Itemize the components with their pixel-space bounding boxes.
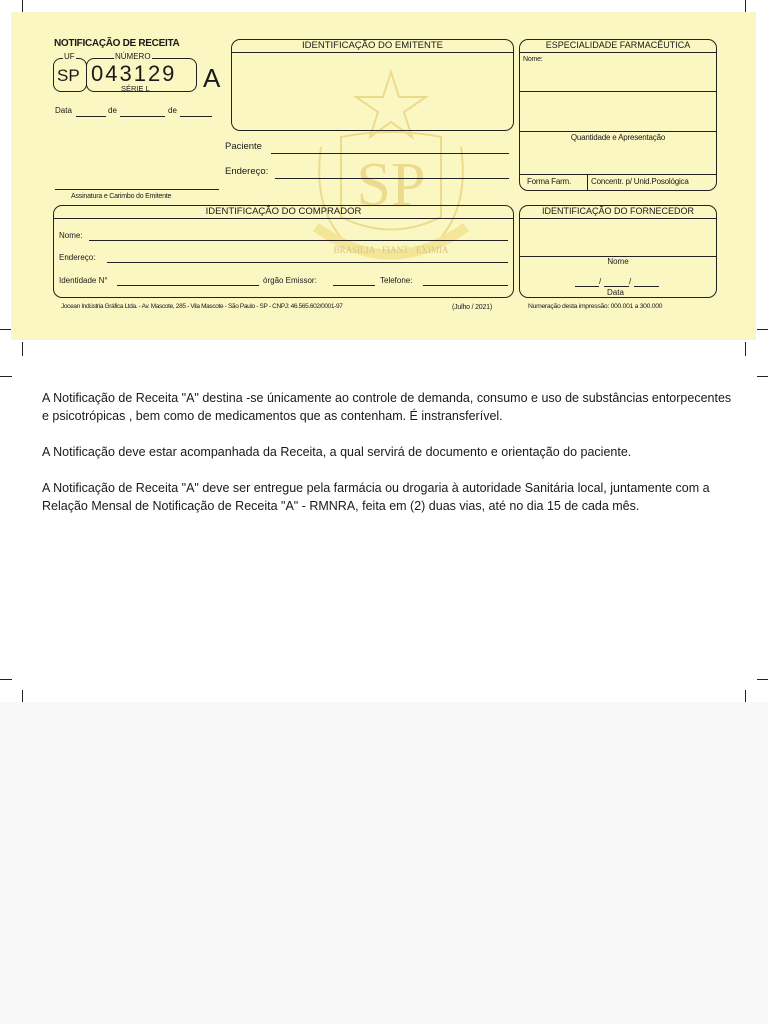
form-title: NOTIFICAÇÃO DE RECEITA [54, 38, 180, 49]
crop-mark [0, 679, 12, 680]
crop-mark [0, 376, 12, 377]
footer-date: (Julho / 2021) [452, 304, 493, 311]
especialidade-box [519, 39, 717, 191]
comprador-header: IDENTIFICAÇÃO DO COMPRADOR [205, 206, 362, 217]
comprador-endereco-line[interactable] [107, 262, 508, 263]
quantidade-label: Quantidade e Apresentação [570, 133, 666, 142]
emitente-header-line [231, 52, 514, 53]
fornecedor-nome-label: Nome [607, 257, 629, 266]
comprador-nome-label: Nome: [59, 231, 83, 240]
orgao-emissor-line[interactable] [333, 285, 375, 286]
receita-form [11, 12, 756, 340]
crop-mark [22, 0, 23, 12]
footer-numeracao: Numeração desta impressão: 000.001 a 300.000 [528, 303, 663, 310]
especialidade-line-2 [519, 131, 717, 132]
especialidade-header: ESPECIALIDADE FARMACÊUTICA [545, 40, 691, 50]
comprador-header-line [53, 218, 514, 219]
fornecedor-date-slash-1: / [599, 277, 602, 286]
endereco-line[interactable] [275, 178, 509, 179]
assinatura-line[interactable] [55, 189, 219, 190]
fornecedor-header-line [519, 218, 717, 219]
comprador-endereco-label: Endereço: [59, 253, 96, 262]
crop-mark [757, 679, 768, 680]
crop-mark [745, 0, 746, 12]
instruction-paragraph-1: A Notificação de Receita "A" destina -se únicamente ao controle de demanda, consumo e uso de substâncias entorpecentes e psicotrópicas , bem como de medicamentos que as contenham. É instransferível. [42, 391, 732, 423]
uf-label: UF [64, 52, 75, 61]
date-de-2: de [168, 106, 177, 115]
emitente-header: IDENTIFICAÇÃO DO EMITENTE [302, 40, 443, 51]
fornecedor-date-month-line[interactable] [604, 286, 629, 287]
orgao-emissor-label: órgão Emissor: [263, 276, 317, 285]
especialidade-nome-label: Nome: [523, 56, 543, 63]
paciente-label: Paciente [225, 141, 262, 152]
receita-type-letter: A [203, 63, 221, 93]
serie-label: SÉRIE L [121, 84, 150, 93]
instruction-paragraph-3: A Notificação de Receita "A" deve ser entregue pela farmácia ou drogaria à autoridade Sanitária local, juntamente com a Relação Mensal de Notificação de Receita "A" - RMNRA, feita em (2) duas vias, até no dia 15 de cada mês. [42, 481, 710, 513]
especialidade-line-3 [519, 174, 717, 175]
endereco-label: Endereço: [225, 166, 269, 177]
date-de-1: de [108, 106, 117, 115]
crop-mark [745, 342, 746, 356]
identidade-line[interactable] [117, 285, 259, 286]
date-day-line [76, 116, 106, 117]
assinatura-label: Assinatura e Carimbo do Emitente [71, 193, 172, 200]
seal-motto: BRASILIA · FIANT · EXIMIA [333, 245, 449, 255]
crop-mark [22, 342, 23, 356]
forma-farm-label: Forma Farm. [527, 177, 572, 186]
comprador-nome-line[interactable] [89, 240, 508, 241]
uf-value: SP [57, 66, 80, 85]
crop-mark [757, 329, 768, 330]
crop-mark [22, 690, 23, 702]
crop-mark [757, 376, 768, 377]
especialidade-header-line [519, 52, 717, 53]
identidade-label: Identidade N° [59, 276, 108, 285]
especialidade-line-1 [519, 91, 717, 92]
telefone-line[interactable] [423, 285, 508, 286]
paciente-line[interactable] [271, 153, 509, 154]
fornecedor-date-slash-2: / [629, 277, 632, 286]
fornecedor-header: IDENTIFICAÇÃO DO FORNECEDOR [541, 206, 694, 216]
concentr-label: Concentr. p/ Unid.Posológica [591, 177, 689, 186]
footer-printer-info: Jocean Indústria Gráfica Ltda. - Av. Mascote, 285 - Vila Mascote - São Paulo - SP - CNPJ: 46.565.602/0001-97 [61, 303, 343, 310]
date-label: Data [55, 106, 72, 115]
telefone-label: Telefone: [380, 276, 413, 285]
date-year-line [180, 116, 212, 117]
date-month-line [120, 116, 165, 117]
fornecedor-data-label: Data [607, 288, 624, 297]
forma-divider [587, 174, 588, 190]
seal-letters: SP [356, 151, 426, 219]
numero-label: NÚMERO [115, 52, 151, 61]
fornecedor-date-day-line[interactable] [575, 286, 599, 287]
receita-number: 043129 [91, 61, 177, 86]
crop-mark [745, 690, 746, 702]
instruction-paragraph-2: A Notificação deve estar acompanhada da Receita, a qual servirá de documento e orientação do paciente. [42, 445, 632, 459]
fornecedor-date-year-line[interactable] [634, 286, 659, 287]
